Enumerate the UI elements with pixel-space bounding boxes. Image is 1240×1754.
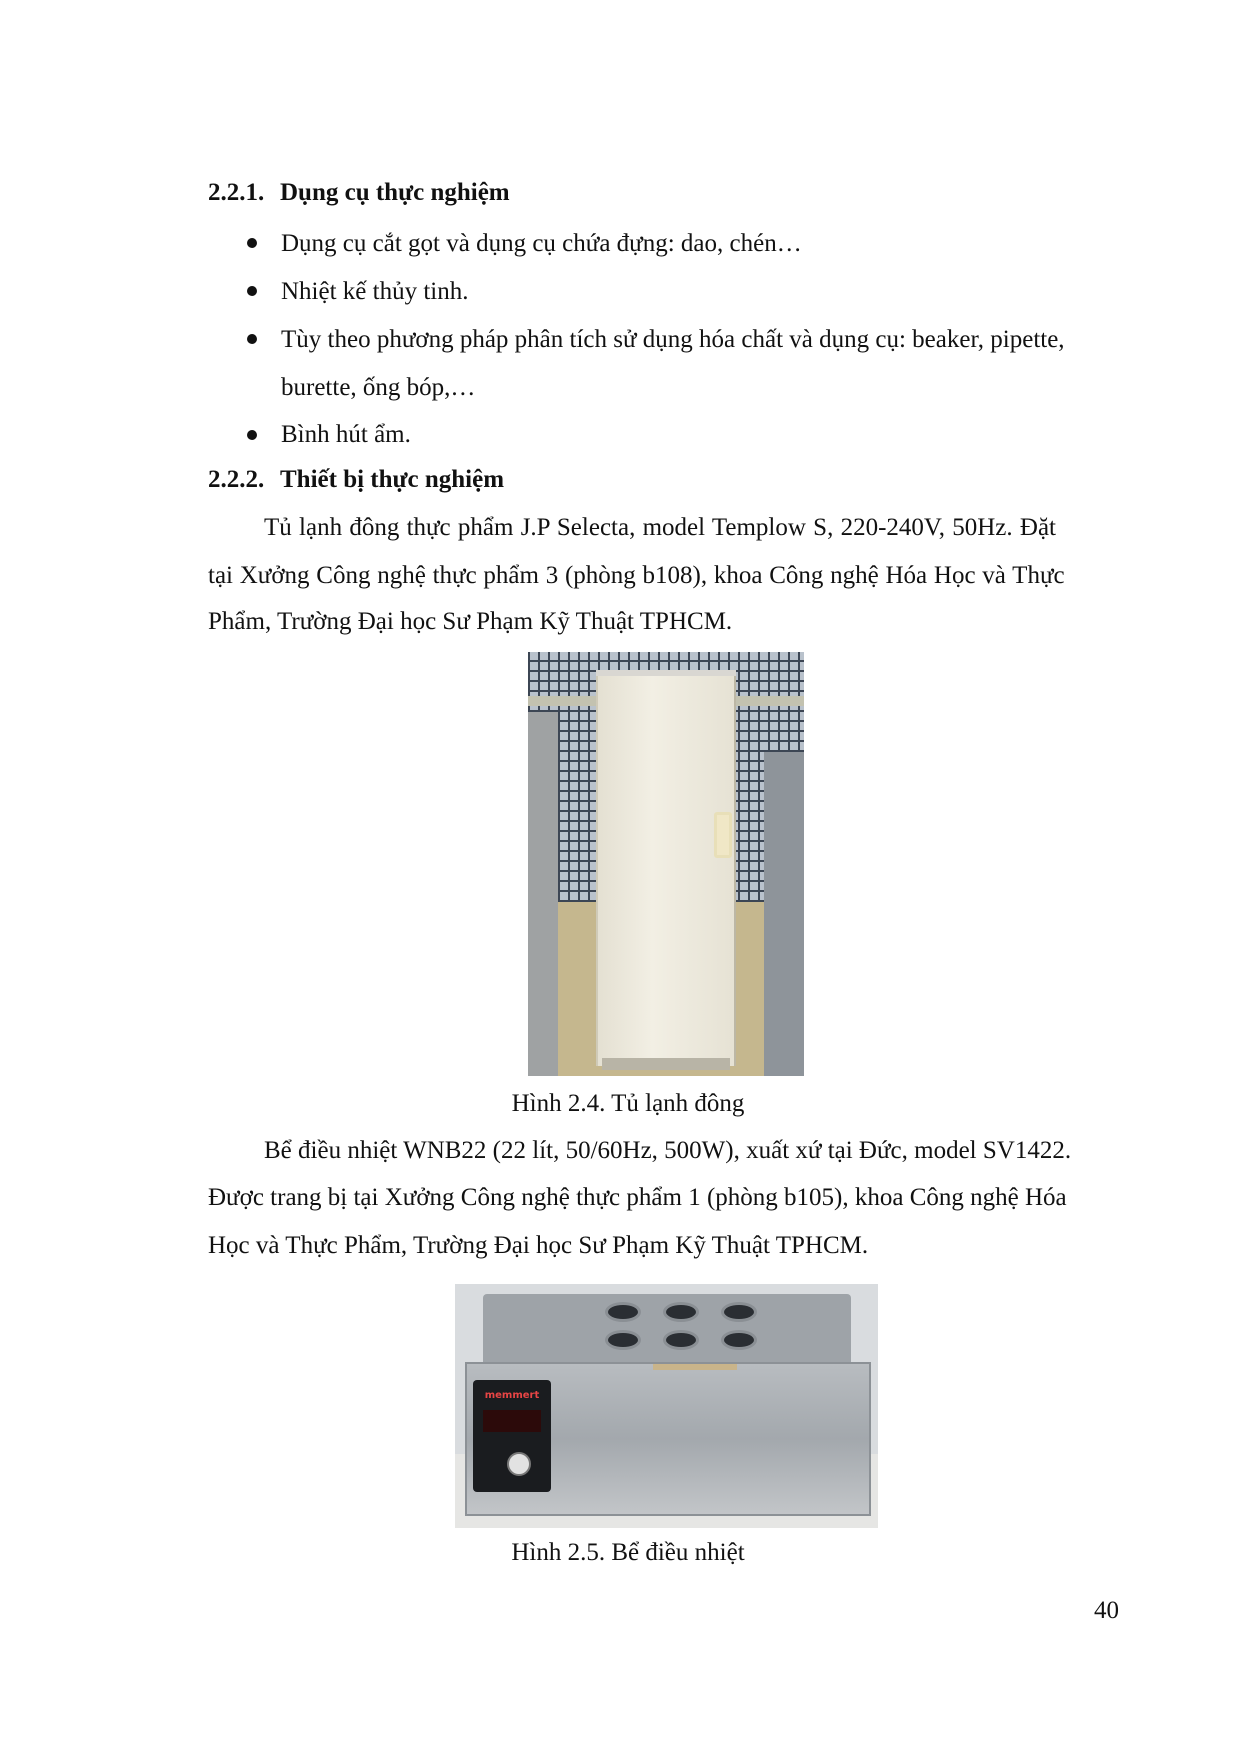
paragraph-line: Được trang bị tại Xưởng Công nghệ thực phẩm 1 (phòng b105), khoa Công nghệ Hóa xyxy=(208,1184,1067,1211)
freezer-handle xyxy=(714,812,732,858)
paragraph-line: Bể điều nhiệt WNB22 (22 lít, 50/60Hz, 500W), xuất xứ tại Đức, model SV1422. xyxy=(264,1137,1072,1164)
freezer-cabinet xyxy=(596,676,736,1066)
freezer-photo xyxy=(528,652,804,1076)
paragraph-line: Tủ lạnh đông thực phẩm J.P Selecta, model Templow S, 220-240V, 50Hz. Đặt xyxy=(264,514,1056,541)
page-number: 40 xyxy=(1094,1597,1119,1624)
paragraph-line: Học và Thực Phẩm, Trường Đại học Sư Phạm Kỹ Thuật TPHCM. xyxy=(208,1232,869,1259)
paragraph-line: Phẩm, Trường Đại học Sư Phạm Kỹ Thuật TPHCM. xyxy=(208,608,733,635)
bullet-icon xyxy=(247,430,257,440)
brand-logo: memmert xyxy=(484,1390,540,1401)
bullet-icon xyxy=(247,286,257,296)
figure-caption: Hình 2.4. Tủ lạnh đông xyxy=(511,1090,745,1117)
side-cabinet xyxy=(764,752,804,1076)
list-item-text: Tùy theo phương pháp phân tích sử dụng hóa chất và dụng cụ: beaker, pipette, xyxy=(281,326,1065,353)
section-number: 2.2.2. xyxy=(208,466,265,493)
knob xyxy=(507,1452,531,1476)
list-item-text-continued: burette, ống bóp,… xyxy=(281,374,476,401)
section-heading-2-2-2 xyxy=(208,467,504,492)
section-title: Thiết bị thực nghiệm xyxy=(280,466,505,493)
section-heading-2-2-1 xyxy=(208,180,510,205)
list-item-text: Nhiệt kế thủy tinh. xyxy=(281,278,469,305)
water-bath-photo xyxy=(455,1284,878,1528)
bullet-icon xyxy=(247,238,257,248)
paragraph-line: tại Xưởng Công nghệ thực phẩm 3 (phòng b108), khoa Công nghệ Hóa Học và Thực xyxy=(208,562,1065,589)
section-number: 2.2.1. xyxy=(208,179,265,206)
list-item-text: Dụng cụ cắt gọt và dụng cụ chứa đựng: dao, chén… xyxy=(281,230,802,257)
list-item-text: Bình hút ẩm. xyxy=(281,421,411,448)
control-panel xyxy=(473,1380,551,1492)
display xyxy=(483,1410,541,1432)
bullet-icon xyxy=(247,334,257,344)
figure-caption: Hình 2.5. Bể điều nhiệt xyxy=(511,1539,745,1566)
section-title: Dụng cụ thực nghiệm xyxy=(280,179,510,206)
